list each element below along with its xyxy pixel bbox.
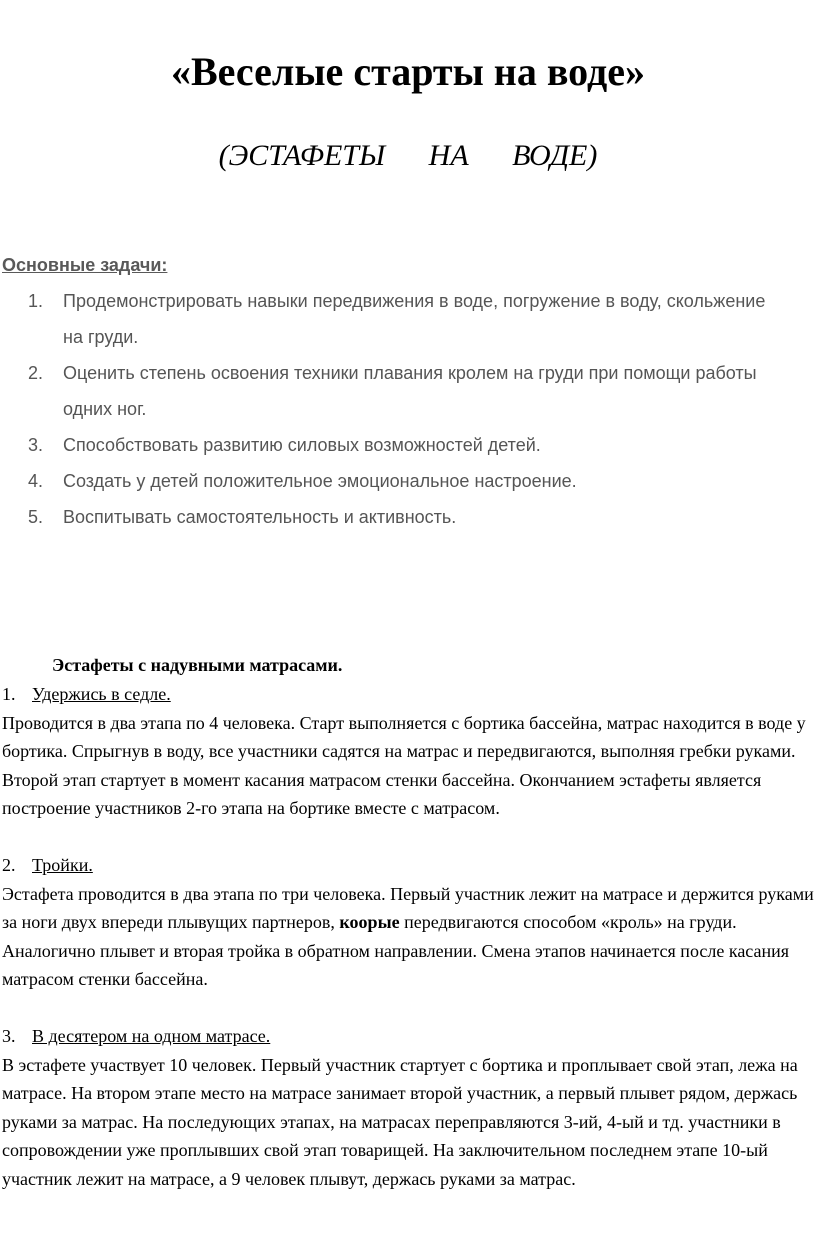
list-item-text: Продемонстрировать навыки передвижения в воде, погружение в воду, скольжение на груди. <box>63 291 766 347</box>
relay-item <box>2 680 814 823</box>
list-item-text: Создать у детей положительное эмоциональное настроение. <box>63 471 577 491</box>
list-item-number: 1. <box>28 291 44 311</box>
section-gap <box>2 823 814 852</box>
section-gap <box>2 994 814 1023</box>
relay-body-text-start: Эстафета проводится в два этапа по три человека. Первый участник лежит на матрасе и держится руками за ноги двух впереди плывущих партнеров, <box>2 883 814 932</box>
document-subtitle: (ЭСТАФЕТЫ НА ВОДЕ) <box>218 139 598 172</box>
list-item <box>28 499 788 535</box>
relay-title <box>2 1022 814 1051</box>
list-item-number: 2. <box>28 363 44 383</box>
relay-body-text: Проводится в два этапа по 4 человека. Старт выполняется с бортика бассейна, матрас находится в воде у бортика. Спрыгнув в воду, все участники садятся на матрас и передвигаются, выполняя гребки руками. Второй этап стартует в момент касания матрасом стенки бассейна. Окончанием эстафеты является построение участников 2-го этапа на бортике вместе с матрасом. <box>2 712 806 818</box>
document-title: «Веселые старты на воде» <box>170 49 646 94</box>
list-item <box>28 355 788 427</box>
relay-title-text: В десятером на одном матрасе. <box>32 1026 271 1046</box>
relay-title <box>2 680 814 709</box>
relays-heading: Эстафеты с надувными матрасами. <box>52 655 343 675</box>
list-item-number: 4. <box>28 471 44 491</box>
relay-body-text-end: передвигаются способом «кроль» на груди. Аналогично плывет и вторая тройка в обратном направлении. Смена этапов начинается после касания матрасом стенки бассейна. <box>2 912 790 989</box>
relay-body-text <box>2 880 814 994</box>
list-item-text: Оценить степень освоения техники плавания кролем на груди при помощи работы одних ног. <box>63 363 757 419</box>
list-item <box>28 463 788 499</box>
relays-section <box>2 680 814 1193</box>
relay-title <box>2 851 814 880</box>
list-item-text: Способствовать развитию силовых возможностей детей. <box>63 435 541 455</box>
tasks-heading: Основные задачи: <box>2 255 168 275</box>
list-item <box>28 427 788 463</box>
list-item <box>28 283 788 355</box>
list-item-number: 5. <box>28 507 44 527</box>
list-item-text: Воспитывать самостоятельность и активность. <box>63 507 457 527</box>
relay-item <box>2 851 814 994</box>
list-item-number: 3. <box>28 435 44 455</box>
relay-title-text: Удержись в седле. <box>32 684 171 704</box>
relay-item <box>2 1022 814 1193</box>
relay-number: 1. <box>2 684 16 704</box>
relay-number: 2. <box>2 855 16 875</box>
relay-body <box>2 880 814 994</box>
relay-number: 3. <box>2 1026 16 1046</box>
relay-body-text: В эстафете участвует 10 человек. Первый участник стартует с бортика и проплывает свой этап, лежа на матрасе. На втором этапе место на матрасе занимает второй участник, а первый плывет рядом, держась руками за матрас. На последующих этапах, на матрасах переправляются 3-ий, 4-ый и тд. участники в сопровождении уже проплывших свой этап товарищей. На заключительном последнем этапе 10-ый участник лежит на матрасе, а 9 человек плывут, держась руками за матрас. <box>2 1054 798 1189</box>
relay-title-text: Тройки. <box>32 855 93 875</box>
relay-body <box>2 1051 814 1194</box>
relay-body-bold-word: коорые <box>339 912 400 932</box>
relay-body <box>2 709 814 823</box>
tasks-list <box>28 283 788 535</box>
